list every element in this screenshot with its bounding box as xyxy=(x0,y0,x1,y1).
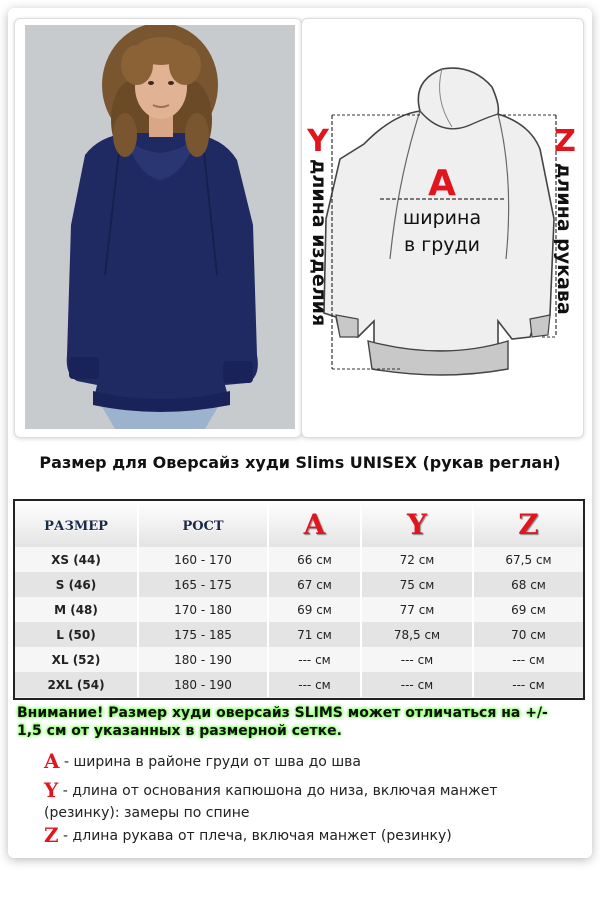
a-cell: 66 см xyxy=(268,547,361,572)
header-z: Z xyxy=(473,501,583,547)
a-cell: 69 см xyxy=(268,597,361,622)
height-cell: 160 - 170 xyxy=(138,547,268,572)
size-cell: M (48) xyxy=(15,597,138,622)
model-illustration xyxy=(25,25,295,429)
table-row xyxy=(15,572,583,597)
a-cell: --- см xyxy=(268,672,361,697)
y-cell: --- см xyxy=(361,647,473,672)
height-cell: 180 - 190 xyxy=(138,672,268,697)
size-cell: L (50) xyxy=(15,622,138,647)
legend-y-letter: Y xyxy=(44,778,59,802)
a-cell: 67 см xyxy=(268,572,361,597)
y-cell: 77 см xyxy=(361,597,473,622)
size-cell: XL (52) xyxy=(15,647,138,672)
height-cell: 170 - 180 xyxy=(138,597,268,622)
model-photo xyxy=(25,25,295,429)
height-cell: 175 - 185 xyxy=(138,622,268,647)
table-row xyxy=(15,547,583,572)
y-cell: 72 см xyxy=(361,547,473,572)
z-cell: 69 см xyxy=(473,597,583,622)
letter-y: Y xyxy=(307,124,329,159)
size-cell: S (46) xyxy=(15,572,138,597)
size-chart-title: Размер для Оверсайз худи Slims UNISEX (рукав реглан) xyxy=(39,453,561,472)
z-cell: 70 см xyxy=(473,622,583,647)
table-row xyxy=(15,672,583,697)
letter-a: A xyxy=(428,163,456,204)
a-cell: --- см xyxy=(268,647,361,672)
z-cell: --- см xyxy=(473,672,583,697)
z-cell: 67,5 см xyxy=(473,547,583,572)
table-row xyxy=(15,622,583,647)
height-cell: 165 - 175 xyxy=(138,572,268,597)
z-cell: --- см xyxy=(473,647,583,672)
image-row xyxy=(14,18,584,438)
y-cell: 75 см xyxy=(361,572,473,597)
legend-z-text: - длина рукава от плеча, включая манжет (резинку) xyxy=(58,828,452,844)
y-cell: --- см xyxy=(361,672,473,697)
a-cell: 71 см xyxy=(268,622,361,647)
legend-y xyxy=(44,779,564,824)
size-warning-note: Внимание! Размер худи оверсайз SLIMS может отличаться на +/- 1,5 см от указанных в размерной сетке. xyxy=(17,705,548,739)
legend-z-letter: Z xyxy=(44,823,59,847)
legend-a-letter: A xyxy=(44,749,60,773)
size-cell: XS (44) xyxy=(15,547,138,572)
legend-z xyxy=(44,824,564,847)
size-table xyxy=(13,499,585,700)
y-cell: 78,5 см xyxy=(361,622,473,647)
header-a: A xyxy=(268,501,361,547)
chest-label-line1: ширина xyxy=(402,207,482,229)
y-length-label: длина изделия xyxy=(308,159,330,327)
table-row xyxy=(15,647,583,672)
legend-a-text: - ширина в районе груди от шва до шва xyxy=(59,754,361,770)
letter-z: Z xyxy=(554,124,576,159)
table-row xyxy=(15,597,583,622)
header-size: РАЗМЕР xyxy=(15,501,138,547)
z-cell: 68 см xyxy=(473,572,583,597)
legend-a xyxy=(44,750,564,773)
legend-y-text: - длина от основания капюшона до низа, включая манжет (резинку): замеры по спине xyxy=(44,783,498,821)
hoodie-diagram xyxy=(302,19,583,437)
header-y: Y xyxy=(361,501,473,547)
chest-label-line2: в груди xyxy=(403,234,481,256)
model-photo-frame xyxy=(14,18,302,438)
table-header-row xyxy=(15,501,583,547)
z-length-label: длина рукава xyxy=(553,163,575,315)
size-cell: 2XL (54) xyxy=(15,672,138,697)
header-height: РОСТ xyxy=(138,501,268,547)
measurement-diagram-frame xyxy=(301,18,584,438)
height-cell: 180 - 190 xyxy=(138,647,268,672)
